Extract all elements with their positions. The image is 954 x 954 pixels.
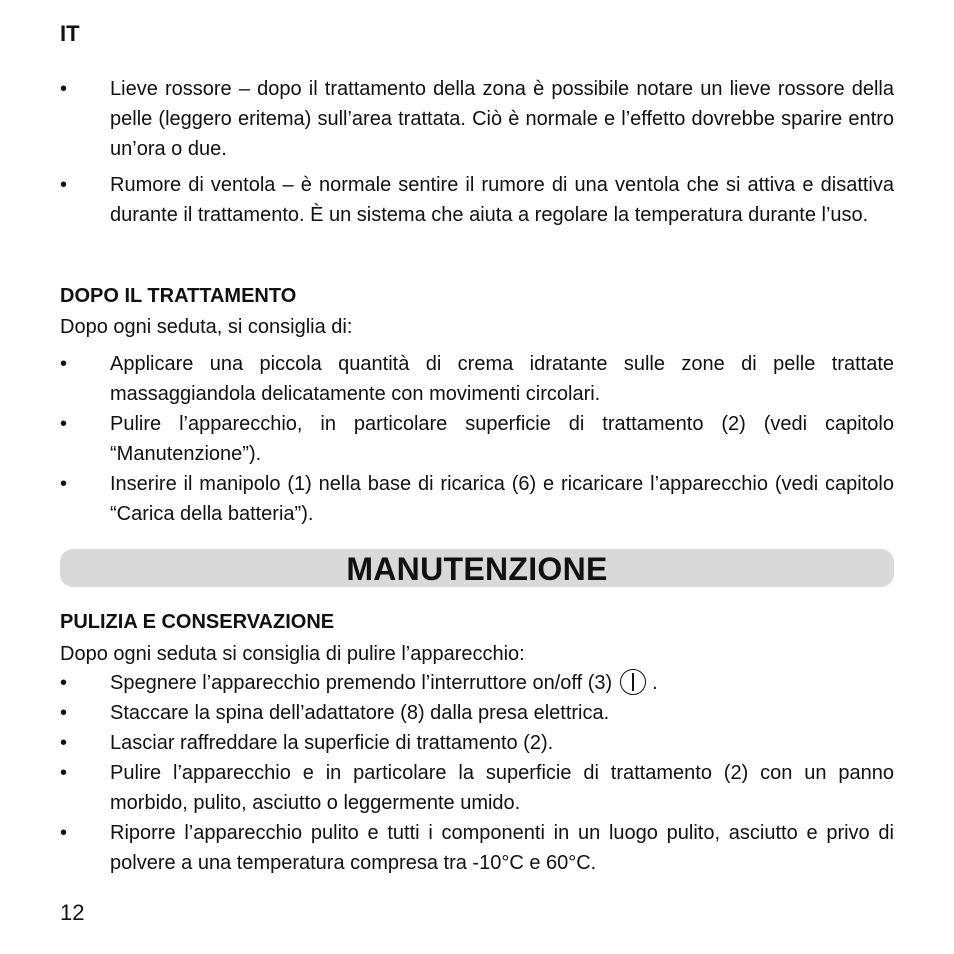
chapter-title: MANUTENZIONE xyxy=(346,551,608,587)
power-switch-icon xyxy=(620,669,646,695)
bullet-marker: • xyxy=(60,353,68,375)
dopo-trattamento-bullet-list xyxy=(60,349,894,529)
bullet-marker: • xyxy=(60,732,68,754)
list-item-text: Applicare una piccola quantità di crema idratante sulle zone di pelle trattate massaggiandola delicatamente con movimenti circolari. xyxy=(110,353,894,405)
list-item-end: . xyxy=(652,672,658,694)
language-code: IT xyxy=(60,21,80,46)
list-item-text: Inserire il manipolo (1) nella base di ricarica (6) e ricaricare l’apparecchio (vedi capitolo “Carica della batteria”). xyxy=(110,473,894,525)
list-item-text: Spegnere l’apparecchio premendo l’interruttore on/off (3) xyxy=(110,672,613,694)
bullet-marker: • xyxy=(60,672,68,694)
bullet-marker: • xyxy=(60,413,68,435)
list-item xyxy=(60,349,894,409)
list-item xyxy=(60,818,894,878)
page-number: 12 xyxy=(60,900,85,925)
bullet-marker: • xyxy=(60,822,68,844)
section-intro-pulizia: Dopo ogni seduta si consiglia di pulire l’apparecchio: xyxy=(60,643,525,665)
list-item-text: Lieve rossore – dopo il trattamento della zona è possibile notare un lieve rossore della pelle (leggero eritema) sull’area trattata. Ciò è normale e l’effetto dovrebbe sparire entro un’ora o due. xyxy=(110,78,894,160)
bullet-marker: • xyxy=(60,78,68,100)
list-item xyxy=(60,758,894,818)
section-intro-dopo-trattamento: Dopo ogni seduta, si consiglia di: xyxy=(60,316,353,338)
bullet-marker: • xyxy=(60,473,68,495)
list-item-text: Pulire l’apparecchio e in particolare la superficie di trattamento (2) con un panno morbido, pulito, asciutto o leggermente umido. xyxy=(110,762,894,814)
list-item xyxy=(60,698,894,728)
chapter-banner xyxy=(60,549,894,587)
section-heading-dopo-trattamento: DOPO IL TRATTAMENTO xyxy=(60,285,297,307)
bullet-marker: • xyxy=(60,174,68,196)
bullet-marker: • xyxy=(60,702,68,724)
list-item xyxy=(60,409,894,469)
list-item-text: Lasciar raffreddare la superficie di trattamento (2). xyxy=(110,732,554,754)
list-item-text: Pulire l’apparecchio, in particolare superficie di trattamento (2) (vedi capitolo “Manutenzione”). xyxy=(110,413,894,465)
list-item xyxy=(60,170,894,230)
list-item xyxy=(60,469,894,529)
list-item xyxy=(60,74,894,164)
list-item-text: Rumore di ventola – è normale sentire il rumore di una ventola che si attiva e disattiva durante il trattamento. È un sistema che aiuta a regolare la temperatura durante l’uso. xyxy=(110,174,894,226)
section-heading-pulizia: PULIZIA E CONSERVAZIONE xyxy=(60,611,335,633)
bullet-marker: • xyxy=(60,762,68,784)
intro-bullet-list xyxy=(60,74,894,230)
list-item xyxy=(60,668,894,698)
list-item-text: Riporre l’apparecchio pulito e tutti i componenti in un luogo pulito, asciutto e privo di polvere a una temperatura compresa tra -10°C e 60°C. xyxy=(110,822,894,874)
list-item xyxy=(60,728,894,758)
pulizia-bullet-list xyxy=(60,668,894,878)
list-item-text: Staccare la spina dell’adattatore (8) dalla presa elettrica. xyxy=(110,702,610,724)
